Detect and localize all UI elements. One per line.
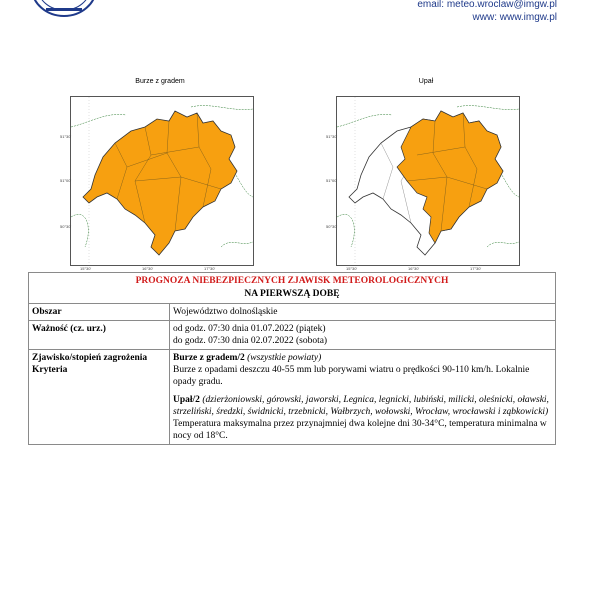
lon-tick: 15°30' bbox=[80, 266, 92, 271]
criteria-label: Kryteria bbox=[32, 365, 68, 375]
region-shape bbox=[83, 111, 237, 255]
warning-scope: (dzierżoniowski, górowski, jaworski, Legnica, legnicki, lubiński, milicki, oleśnicki, oławski, strzeliński, średzki, świdnicki, trzebnicki, Wałbrzych, wołowski, Wrocław, wrocławski i ząbkowicki) bbox=[173, 395, 549, 417]
table-row bbox=[29, 350, 556, 445]
warning-scope: (wszystkie powiaty) bbox=[247, 353, 322, 363]
validity-to: do godz. 07:30 dnia 02.07.2022 (sobota) bbox=[173, 336, 328, 346]
warning-description: Burze z opadami deszczu 40-55 mm lub porywami wiatru o prędkości 90-110 km/h. Lokalnie opady gradu. bbox=[173, 365, 530, 387]
lon-tick: 16°30' bbox=[408, 266, 420, 271]
email-text: email: meteo.wroclaw@imgw.pl bbox=[417, 0, 557, 10]
lat-tick: 51°00' bbox=[326, 178, 338, 183]
map-heat bbox=[326, 78, 526, 273]
lon-tick: 15°30' bbox=[346, 266, 358, 271]
map-title: Burze z gradem bbox=[135, 78, 185, 85]
table-row bbox=[29, 304, 556, 321]
lat-tick: 51°00' bbox=[60, 178, 72, 183]
map-frame bbox=[70, 96, 254, 266]
warning-description: Temperatura maksymalna przez przynajmniej dwa kolejne dni 30-34°C, temperatura minimalna w nocy od 18°C. bbox=[173, 419, 547, 441]
map-frame bbox=[336, 96, 520, 266]
map-title: Upał bbox=[418, 78, 434, 85]
warning-name: Burze z gradem/2 bbox=[173, 353, 245, 363]
lon-tick: 17°30' bbox=[470, 266, 482, 271]
lon-tick: 16°30' bbox=[142, 266, 154, 271]
lat-tick: 50°30' bbox=[326, 224, 338, 229]
lat-tick: 51°30' bbox=[326, 134, 338, 139]
table-header bbox=[29, 273, 556, 304]
validity-value bbox=[170, 321, 556, 350]
warning-name: Upał/2 bbox=[173, 395, 200, 405]
area-value: Województwo dolnośląskie bbox=[170, 304, 556, 321]
table-row bbox=[29, 321, 556, 350]
warning-table bbox=[28, 272, 556, 445]
validity-label: Ważność (cz. urz.) bbox=[29, 321, 170, 350]
lat-tick: 50°30' bbox=[60, 224, 72, 229]
contact-info bbox=[417, 0, 557, 24]
phenomenon-label-cell bbox=[29, 350, 170, 445]
table-title: PROGNOZA NIEBEZPIECZNYCH ZJAWISK METEOROLOGICZNYCH bbox=[135, 276, 449, 286]
lat-tick: 51°30' bbox=[60, 134, 72, 139]
map-thunderstorms bbox=[60, 78, 260, 273]
warnings-cell bbox=[170, 350, 556, 445]
phenomenon-label: Zjawisko/stopień zagrożenia bbox=[32, 353, 148, 363]
imgw-logo bbox=[30, 0, 98, 18]
website-text: www: www.imgw.pl bbox=[472, 12, 557, 23]
warning-1 bbox=[173, 352, 552, 388]
table-subtitle: NA PIERWSZĄ DOBĘ bbox=[244, 289, 340, 299]
area-label: Obszar bbox=[29, 304, 170, 321]
lon-tick: 17°30' bbox=[204, 266, 216, 271]
warning-2 bbox=[173, 394, 552, 442]
validity-from: od godz. 07:30 dnia 01.07.2022 (piątek) bbox=[173, 324, 326, 334]
